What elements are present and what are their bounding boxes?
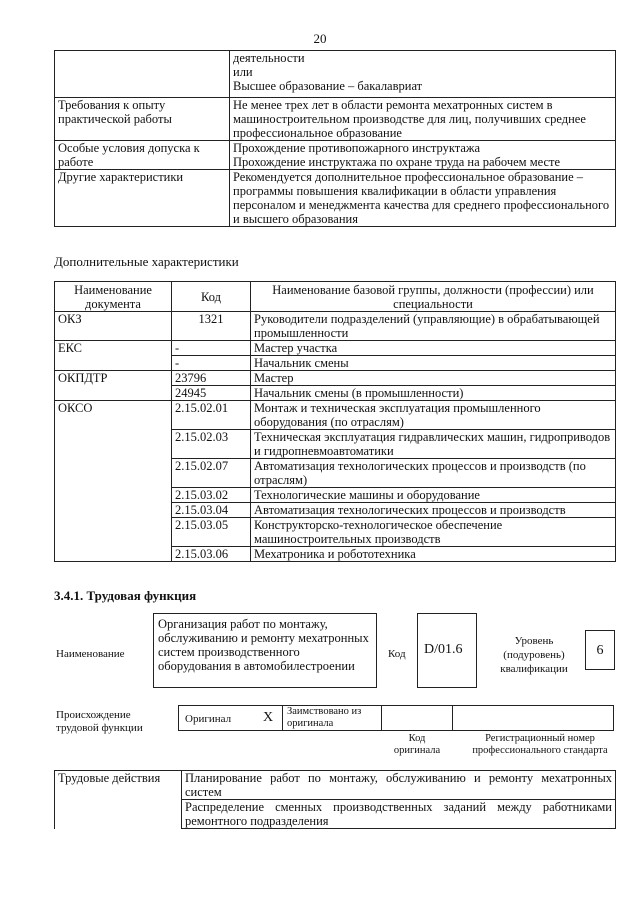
qualification-level-value: 6 (596, 643, 604, 658)
code-cell: 2.15.03.04 (172, 503, 251, 518)
function-code-value: D/01.6 (424, 642, 463, 657)
table-row (55, 459, 616, 488)
qualification-level-box (585, 630, 615, 670)
row-value: Не менее трех лет в области ремонта мехатронных систем в машиностроительном производстве для лиц, получивших среднее профессиональное образование (230, 98, 616, 141)
doc-cell (55, 386, 172, 401)
doc-cell: ОКПДТР (55, 371, 172, 386)
name-cell: Мастер (251, 371, 616, 386)
name-cell: Мастер участка (251, 341, 616, 356)
doc-cell (55, 430, 172, 459)
table-row (55, 401, 616, 430)
doc-cell (55, 503, 172, 518)
name-cell: Автоматизация технологических процессов и производств (по отраслям) (251, 459, 616, 488)
qualification-requirements-table (54, 50, 616, 227)
doc-cell (55, 547, 172, 562)
header-name: Наименование базовой группы, должности (профессии) или специальности (251, 282, 616, 312)
row-label (55, 51, 230, 98)
additional-characteristics-title: Дополнительные характеристики (54, 254, 239, 269)
doc-cell (55, 459, 172, 488)
qualification-level-label: Уровень (подуровень) квалификации (500, 635, 568, 675)
original-mark: X (263, 710, 274, 725)
table-row (55, 771, 616, 800)
original-label: Оригинал (185, 713, 232, 725)
registration-number-label: Регистрационный номер профессионального стандарта (472, 733, 608, 756)
table-row (55, 518, 616, 547)
code-cell: 2.15.02.03 (172, 430, 251, 459)
name-cell: Мехатроника и робототехника (251, 547, 616, 562)
code-cell: 2.15.02.01 (172, 401, 251, 430)
labor-actions-label: Трудовые действия (55, 771, 182, 829)
table-row (55, 341, 616, 356)
row-value: Рекомендуется дополнительное профессиональное образование – программы повышения квалификации в области управления персоналом и менеджмента качества для среднего профессионального и высшего образования (230, 170, 616, 227)
table-row (55, 356, 616, 371)
code-label: Код (388, 648, 406, 660)
function-name-value: Организация работ по монтажу, обслуживанию и ремонту мехатронных систем производственного оборудования в автомобилестроении (158, 617, 369, 673)
code-cell: 2.15.03.02 (172, 488, 251, 503)
table-row (55, 51, 616, 98)
row-label: Особые условия допуска к работе (55, 141, 230, 170)
borrowed-label: Заимствовано из оригинала (287, 706, 362, 729)
code-cell: 23796 (172, 371, 251, 386)
origin-label: Происхождение трудовой функции (56, 709, 143, 734)
original-code-cell (381, 705, 453, 731)
labor-function-heading: 3.4.1. Трудовая функция (54, 588, 197, 603)
code-cell: - (172, 341, 251, 356)
table-row (55, 170, 616, 227)
table-row (55, 141, 616, 170)
name-label: Наименование (56, 648, 125, 660)
code-cell: - (172, 356, 251, 371)
doc-cell: ОКЗ (55, 312, 172, 341)
table-row (55, 98, 616, 141)
header-document: Наименование документа (55, 282, 172, 312)
doc-cell (55, 356, 172, 371)
table-row (55, 503, 616, 518)
row-label: Другие характеристики (55, 170, 230, 227)
doc-cell (55, 488, 172, 503)
table-header-row (55, 282, 616, 312)
code-cell: 2.15.03.06 (172, 547, 251, 562)
function-code-box (417, 613, 477, 688)
table-row (55, 488, 616, 503)
code-cell: 2.15.03.05 (172, 518, 251, 547)
name-cell: Техническая эксплуатация гидравлических машин, гидроприводов и гидропневмоавтоматики (251, 430, 616, 459)
original-cell (178, 705, 283, 731)
additional-characteristics-table (54, 281, 616, 562)
function-name-box (153, 613, 377, 688)
name-cell: Конструкторско-технологическое обеспечение машиностроительных производств (251, 518, 616, 547)
header-code: Код (172, 282, 251, 312)
doc-cell: ЕКС (55, 341, 172, 356)
name-cell: Руководители подразделений (управляющие) в обрабатывающей промышленности (251, 312, 616, 341)
name-cell: Начальник смены (251, 356, 616, 371)
table-row (55, 371, 616, 386)
name-cell: Монтаж и техническая эксплуатация промышленного оборудования (по отраслям) (251, 401, 616, 430)
labor-action-item: Распределение сменных производственных заданий между работниками ремонтного подразделения (182, 800, 616, 829)
labor-action-item: Планирование работ по монтажу, обслуживанию и ремонту мехатронных систем (182, 771, 616, 800)
row-label: Требования к опыту практической работы (55, 98, 230, 141)
table-row (55, 386, 616, 401)
doc-cell (55, 518, 172, 547)
row-value: деятельности или Высшее образование – бакалавриат (230, 51, 616, 98)
page-number: 20 (313, 31, 327, 46)
code-cell: 24945 (172, 386, 251, 401)
table-row (55, 312, 616, 341)
name-cell: Технологические машины и оборудование (251, 488, 616, 503)
table-row (55, 430, 616, 459)
name-cell: Начальник смены (в промышленности) (251, 386, 616, 401)
original-code-label: Код оригинала (393, 733, 441, 756)
row-value: Прохождение противопожарного инструктажа Прохождение инструктажа по охране труда на рабочем месте (230, 141, 616, 170)
name-cell: Автоматизация технологических процессов и производств (251, 503, 616, 518)
doc-cell: ОКСО (55, 401, 172, 430)
labor-actions-table (54, 770, 616, 829)
code-cell: 2.15.02.07 (172, 459, 251, 488)
table-row (55, 547, 616, 562)
code-cell: 1321 (172, 312, 251, 341)
